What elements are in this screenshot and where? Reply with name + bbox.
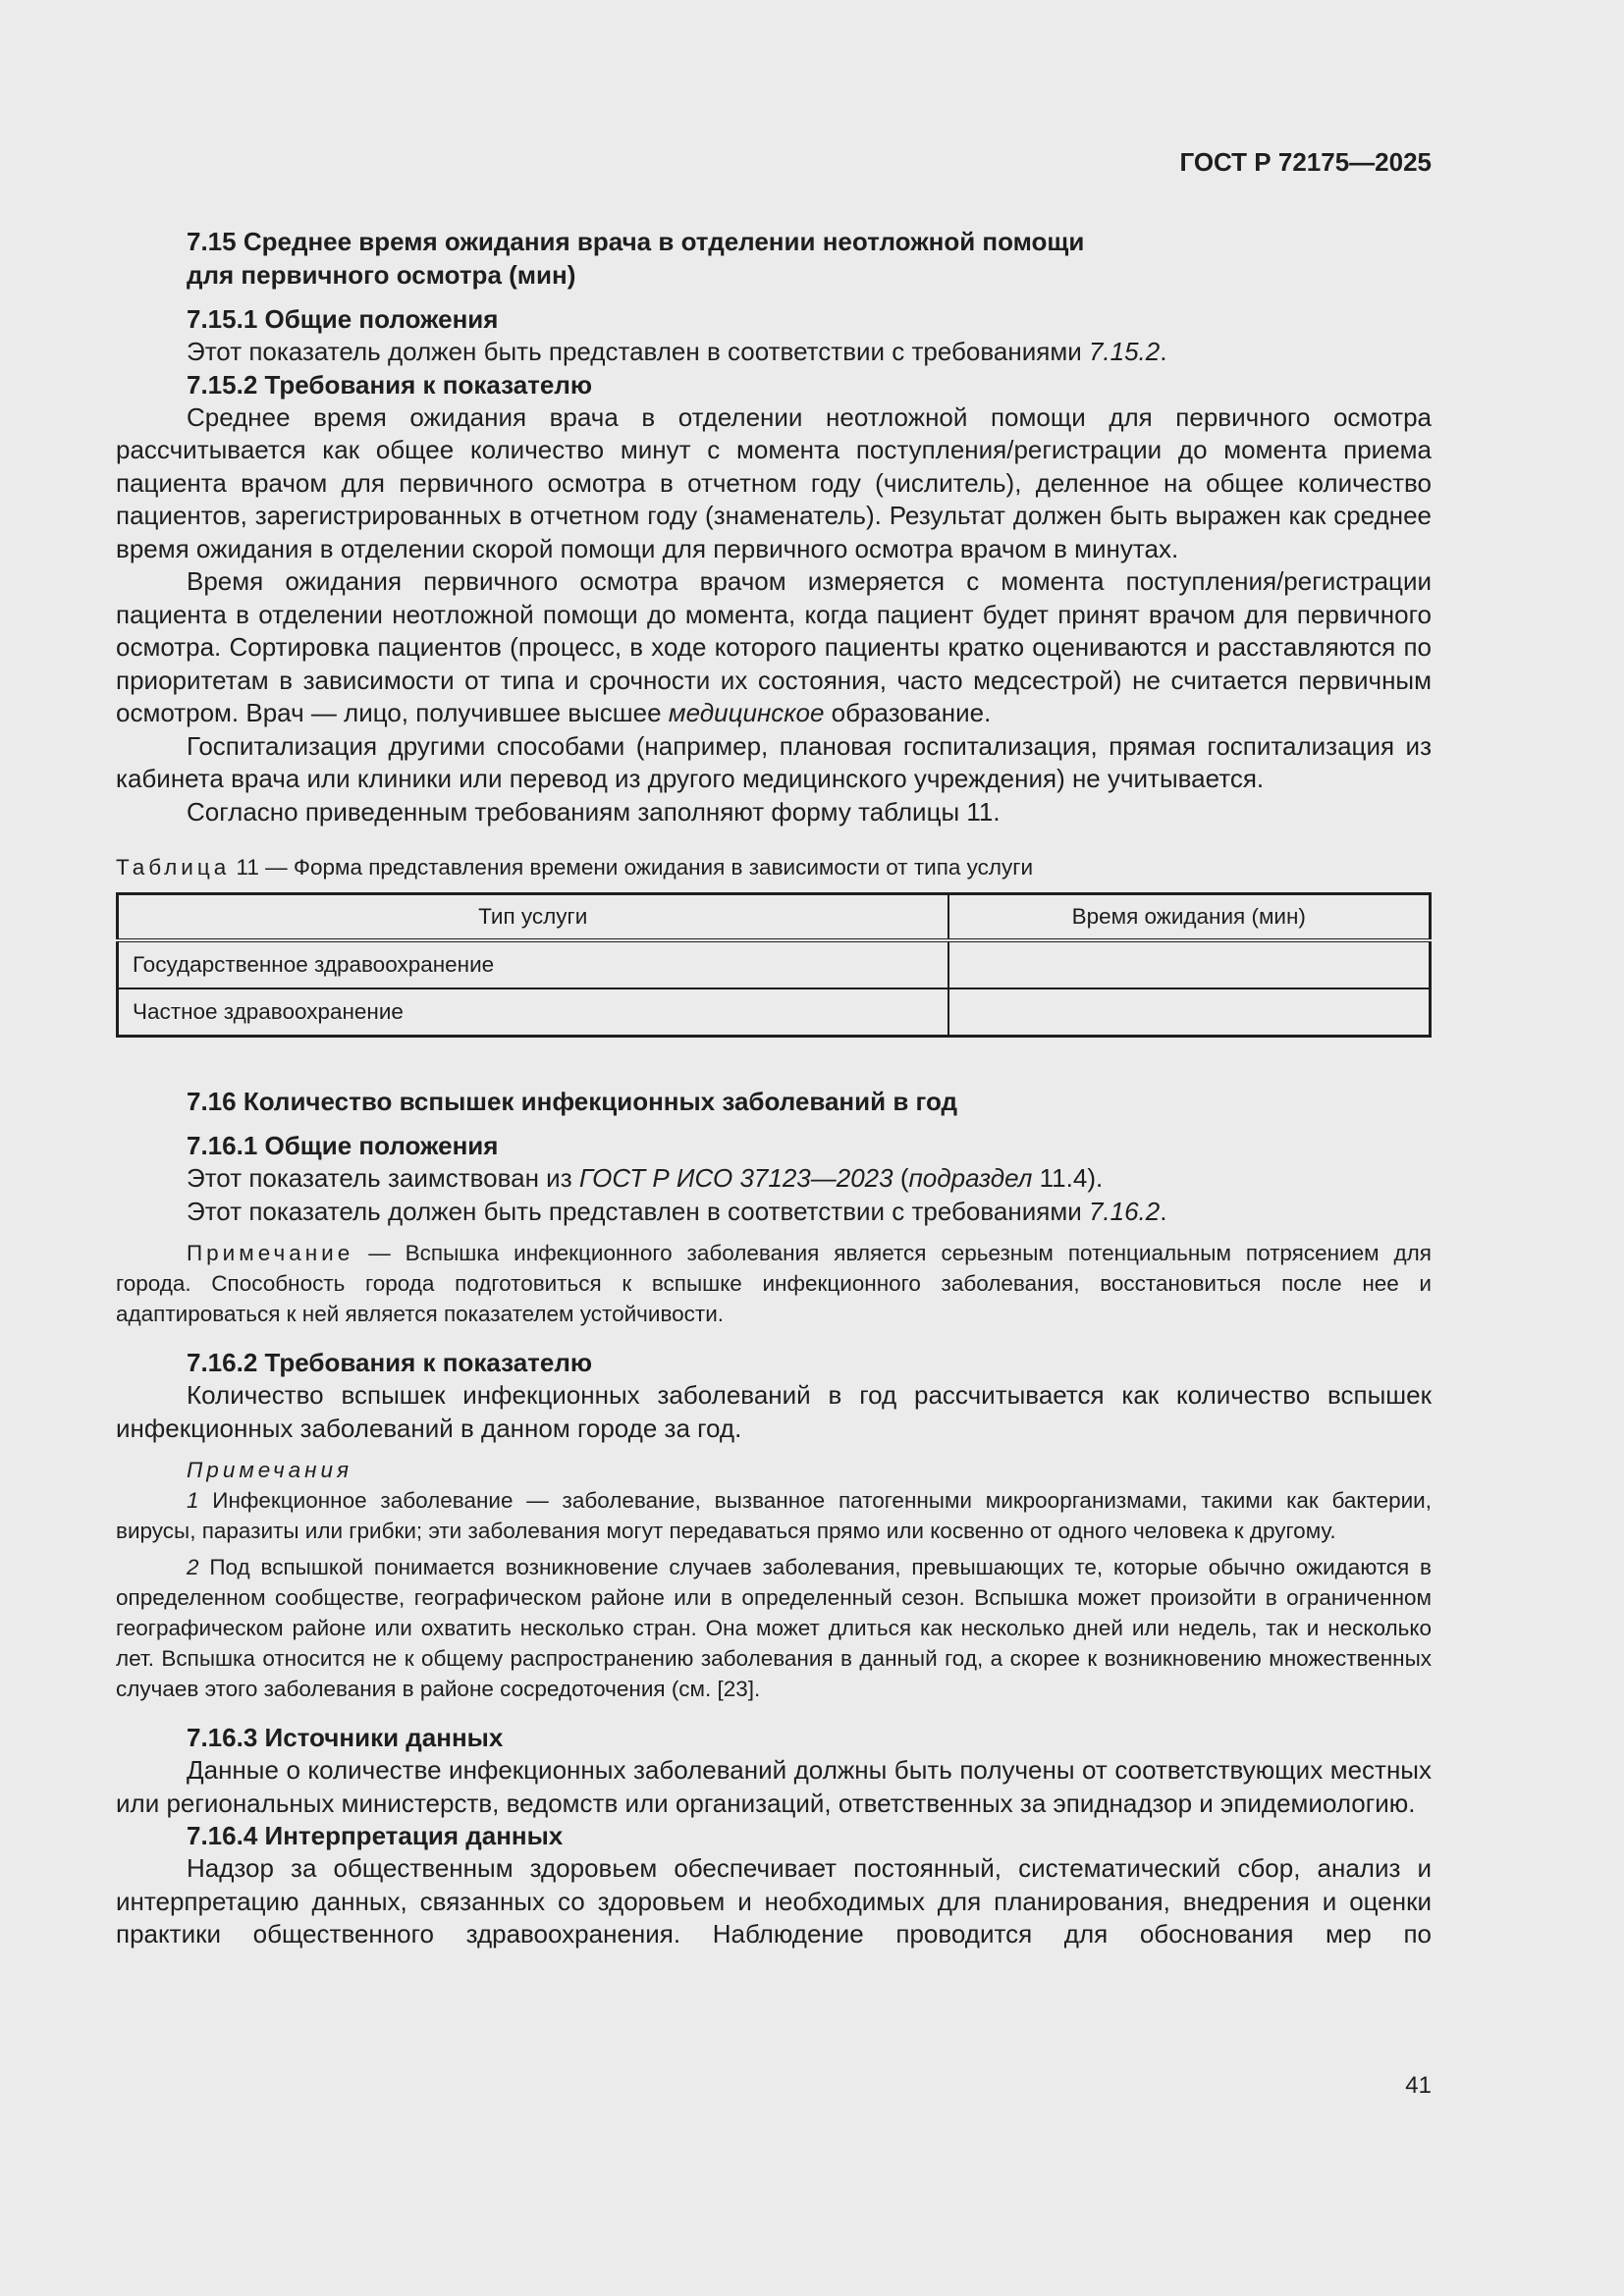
section-7-15-1-title: 7.15.1 Общие положения: [187, 304, 499, 334]
section-7-16-3-title: 7.16.3 Источники данных: [187, 1723, 504, 1752]
section-7-15-2-paragraph-2-a: Время ожидания первичного осмотра врачом измеряется с момента поступления/регистрации пациента в отделении неотложной помощи до момента, когда пациент будет принят врачом для первичного осмотра. Сортировка пациентов (процесс, в ходе которого пациенты кратко оцениваются и расставляются по приоритетам в зависимости от типа и срочности их состояния, часто медсестрой) не считается первичным осмотром. Врач — лицо, получившее высшее: [116, 566, 1432, 727]
section-7-15-2-title: 7.15.2 Требования к показателю: [187, 369, 593, 400]
table-cell: [948, 988, 1431, 1037]
table-11-caption-label: Таблица: [116, 855, 231, 880]
section-7-16-1-line-1-b: (: [893, 1163, 909, 1193]
subsection-word: подраздел: [908, 1163, 1033, 1193]
notes-title: Примечания: [187, 1458, 353, 1482]
section-7-15-title-line1: 7.15 Среднее время ожидания врача в отделении неотложной помощи: [187, 227, 1085, 256]
note-text: — Вспышка инфекционного заболевания является серьезным потенциальным потрясением для города. Способность города подготовиться к вспышке инфекционного заболевания, восстановиться после нее и адаптироваться к ней является показателем устойчивости.: [116, 1241, 1432, 1326]
section-7-16-4-title: 7.16.4 Интерпретация данных: [187, 1821, 564, 1850]
section-7-15-2-paragraph-2: [116, 565, 1432, 730]
table-11: [116, 892, 1432, 1038]
document-page: [116, 0, 1432, 2296]
table-11-caption-text: 11 — Форма представления времени ожидания в зависимости от типа услуги: [230, 855, 1034, 880]
table-header-row: [118, 894, 1431, 941]
section-7-16-title: 7.16 Количество вспышек инфекционных заболеваний в год: [187, 1087, 958, 1116]
section-7-16-1-line-1-c: 11.4).: [1032, 1163, 1104, 1193]
section-7-16-2-title: 7.16.2 Требования к показателю: [187, 1348, 593, 1377]
section-7-15-2-paragraph-2-b: образование.: [824, 698, 992, 727]
table-11-caption: [116, 852, 1432, 882]
table-cell: Государственное здравоохранение: [118, 940, 948, 988]
section-7-16-1-note: [116, 1238, 1432, 1329]
note-2: [116, 1552, 1432, 1704]
section-7-15-2-paragraph-3: Госпитализация другими способами (например, плановая госпитализация, прямая госпитализация из кабинета врача или клиники или перевод из другого медицинского учреждения) не учитывается.: [116, 730, 1432, 793]
section-7-15-1-ref: 7.15.2: [1088, 337, 1161, 366]
standard-reference: ГОСТ Р ИСО 37123—2023: [578, 1163, 893, 1193]
note-1-text: Инфекционное заболевание — заболевание, вызванное патогенными микроорганизмами, такими как бактерии, вирусы, паразиты или грибки; эти заболевания могут передаваться прямо или косвенно от одного человека к другому.: [116, 1488, 1432, 1543]
section-7-15-title-line2: для первичного осмотра (мин): [187, 260, 576, 290]
section-7-15-1-text: Этот показатель должен быть представлен в соответствии с требованиями 7.15.2.: [187, 337, 1167, 366]
section-7-16-1-line-1: [116, 1162, 1432, 1196]
section-7-16-1-title: 7.16.1 Общие положения: [187, 1131, 499, 1160]
section-7-16-1-line-2-b: .: [1160, 1196, 1167, 1226]
section-7-15-2-paragraph-2-em: медицинское: [668, 698, 825, 727]
page-content: [116, 225, 1432, 1951]
section-7-15-title: [187, 225, 1432, 292]
table-header-cell: Тип услуги: [118, 894, 948, 941]
section-7-16-1-line-2: [116, 1196, 1432, 1229]
note-label: Примечание: [187, 1241, 354, 1265]
table-cell: Частное здравоохранение: [118, 988, 948, 1037]
table-row: [118, 940, 1431, 988]
section-7-16-1-line-1-a: Этот показатель заимствован из: [187, 1163, 579, 1193]
note-2-text: Под вспышкой понимается возникновение случаев заболевания, превышающих те, которые обычно ожидаются в определенном сообществе, географическом районе или в определенный сезон. Вспышка может произойти в ограниченном географическом районе или охватить несколько стран. Она может длиться как несколько дней или недель, так и несколько лет. Вспышка относится не к общему распространению заболевания в данный год, а скорее к возникновению множественных случаев этого заболевания в районе сосредоточения (см. [23].: [116, 1555, 1432, 1701]
section-7-16-1-ref: 7.16.2: [1088, 1196, 1161, 1226]
section-7-16-4-text: Надзор за общественным здоровьем обеспечивает постоянный, систематический сбор, анализ и интерпретацию данных, связанных со здоровьем и необходимых для планирования, внедрения и оценки практики общественного здравоохранения. Наблюдение проводится для обоснования мер по: [116, 1853, 1432, 1949]
page-number: 41: [1405, 2072, 1432, 2099]
table-row: [118, 988, 1431, 1037]
table-header-cell: Время ожидания (мин): [948, 894, 1431, 941]
note-2-number: 2: [187, 1555, 199, 1579]
section-7-15-2-paragraph-4: Согласно приведенным требованиям заполняют форму таблицы 11.: [187, 796, 1001, 827]
section-7-15-1-text-body: Этот показатель должен быть представлен в соответствии с требованиями: [187, 337, 1089, 366]
section-7-16-3-text: Данные о количестве инфекционных заболеваний должны быть получены от соответствующих местных или региональных министерств, ведомств или организаций, ответственных за эпиднадзор и эпидемиологию.: [116, 1755, 1432, 1818]
section-7-16-2-text: Количество вспышек инфекционных заболеваний в год рассчитывается как количество вспышек инфекционных заболеваний в данном городе за год.: [116, 1380, 1432, 1443]
note-1: [116, 1485, 1432, 1546]
table-cell: [948, 940, 1431, 988]
section-7-16-1-line-2-a: Этот показатель должен быть представлен в соответствии с требованиями: [187, 1196, 1089, 1226]
note-1-number: 1: [187, 1488, 199, 1513]
document-id-header: ГОСТ Р 72175—2025: [1179, 147, 1432, 177]
section-7-15-2-paragraph-1: Среднее время ожидания врача в отделении неотложной помощи для первичного осмотра рассчитывается как общее количество минут с момента поступления/регистрации до момента приема пациента врачом для первичного осмотра в отчетном году (числитель), деленное на общее количество пациентов, зарегистрированных в отчетном году (знаменатель). Результат должен быть выражен как среднее время ожидания в отделении скорой помощи для первичного осмотра врачом в минутах.: [116, 401, 1432, 563]
